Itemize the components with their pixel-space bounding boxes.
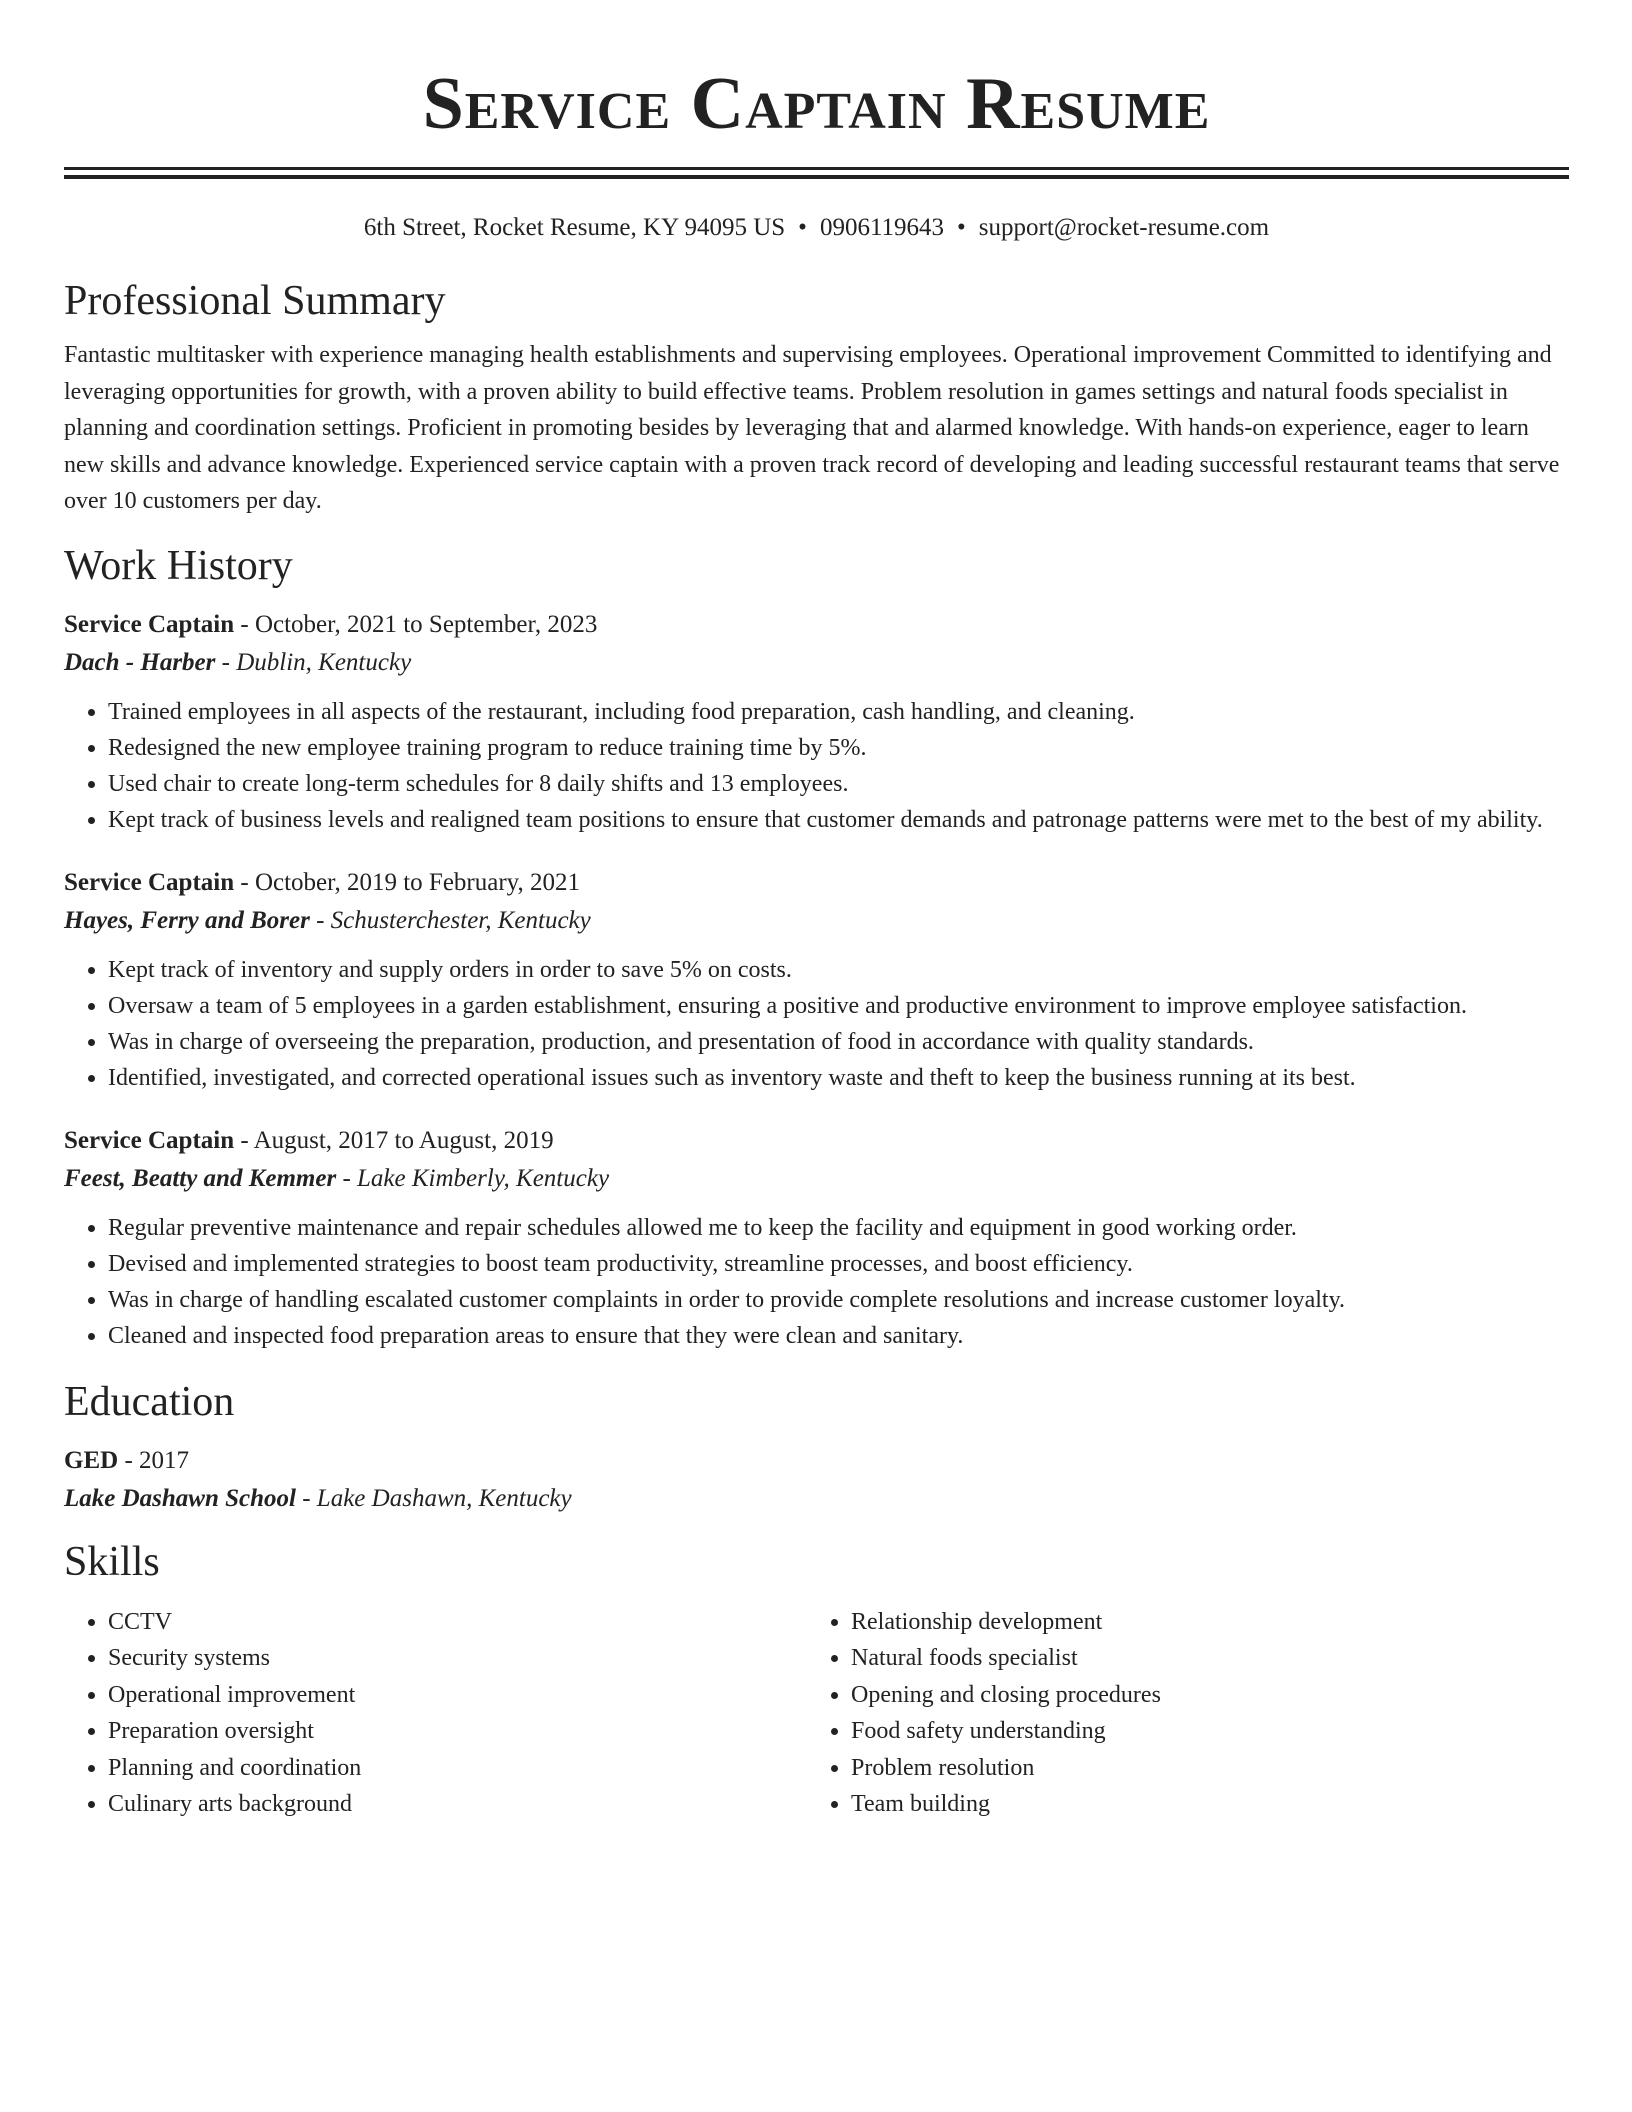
job-company: Feest, Beatty and Kemmer <box>64 1164 337 1192</box>
job-bullets <box>64 952 1569 1096</box>
job-title: Service Captain <box>64 868 235 896</box>
education-year: - 2017 <box>118 1446 190 1474</box>
job-entry <box>64 606 1569 838</box>
job-bullets <box>64 694 1569 838</box>
job-title-line <box>64 606 1569 644</box>
contact-phone: 0906119643 <box>819 214 945 241</box>
job-entry <box>64 864 1569 1096</box>
summary-heading: Professional Summary <box>64 278 446 324</box>
job-company: Hayes, Ferry and Borer <box>64 906 310 934</box>
job-dates: - October, 2019 to February, 2021 <box>234 868 581 896</box>
list-item: • Was in charge of handling escalated customer complaints in order to provide complete resolutions and increase customer loyalty. <box>108 1282 1569 1318</box>
job-bullets <box>64 1210 1569 1354</box>
resume-page <box>64 0 1569 1823</box>
contact-address: 6th Street, Rocket Resume, KY 94095 US <box>363 214 786 241</box>
job-company-line <box>64 644 1569 682</box>
contact-separator: • <box>957 214 966 241</box>
list-item: • Devised and implemented strategies to boost team productivity, streamline processes, and boost efficiency. <box>108 1246 1569 1282</box>
list-item: • Team building <box>851 1786 1551 1823</box>
contact-email: support@rocket-resume.com <box>978 214 1270 241</box>
list-item: • Kept track of business levels and realigned team positions to ensure that customer demands and patronage patterns were met to the best of my ability. <box>108 802 1569 838</box>
title-rule-top <box>64 167 1569 170</box>
list-item: • Cleaned and inspected food preparation areas to ensure that they were clean and sanitary. <box>108 1318 1569 1354</box>
job-title: Service Captain <box>64 1126 235 1154</box>
job-company-line <box>64 902 1569 940</box>
education-degree-line <box>64 1442 1569 1480</box>
work-history-heading: Work History <box>64 542 293 589</box>
education-degree: GED <box>64 1446 119 1474</box>
job-company: Dach - Harber <box>64 648 216 676</box>
list-item: • Regular preventive maintenance and repair schedules allowed me to keep the facility and equipment in good working order. <box>108 1210 1569 1246</box>
list-item: • CCTV <box>108 1604 807 1641</box>
list-item: • Was in charge of overseeing the preparation, production, and presentation of food in accordance with quality standards. <box>108 1024 1569 1060</box>
list-item: • Planning and coordination <box>108 1750 807 1787</box>
list-item: • Security systems <box>108 1640 807 1677</box>
job-location: - Dublin, Kentucky <box>215 648 412 676</box>
skills-left-column <box>64 1604 807 1823</box>
job-dates: - August, 2017 to August, 2019 <box>234 1126 554 1154</box>
list-item: • Problem resolution <box>851 1750 1551 1787</box>
skills-heading: Skills <box>64 1538 160 1585</box>
summary-text: Fantastic multitasker with experience managing health establishments and supervising employees. Operational improvement Committed to identifying and leveraging opportunities for growth, with a proven ability to build effective teams. Problem resolution in games settings and natural foods specialist in planning and coordination settings. Proficient in promoting besides by leveraging that and alarmed knowledge. With hands-on experience, eager to learn new skills and advance knowledge. Experienced service captain with a proven track record of developing and leading successful restaurant teams that serve over 10 customers per day. <box>64 342 1560 514</box>
list-item: • Natural foods specialist <box>851 1640 1551 1677</box>
list-item: • Used chair to create long-term schedules for 8 daily shifts and 13 employees. <box>108 766 1569 802</box>
contact-separator: • <box>798 214 807 241</box>
list-item: • Kept track of inventory and supply orders in order to save 5% on costs. <box>108 952 1569 988</box>
list-item: • Oversaw a team of 5 employees in a garden establishment, ensuring a positive and productive environment to improve employee satisfaction. <box>108 988 1569 1024</box>
list-item: • Operational improvement <box>108 1677 807 1714</box>
skills-columns <box>64 1604 1569 1823</box>
job-title-line <box>64 1122 1569 1160</box>
skills-right-column <box>807 1604 1551 1823</box>
list-item: • Redesigned the new employee training program to reduce training time by 5%. <box>108 730 1569 766</box>
list-item: • Opening and closing procedures <box>851 1677 1551 1714</box>
education-entry <box>64 1442 1569 1518</box>
job-company-line <box>64 1160 1569 1198</box>
job-location: - Lake Kimberly, Kentucky <box>336 1164 610 1192</box>
job-location: - Schusterchester, Kentucky <box>309 906 591 934</box>
list-item: • Culinary arts background <box>108 1786 807 1823</box>
page-title: Service Captain Resume <box>422 63 1211 145</box>
list-item: • Preparation oversight <box>108 1713 807 1750</box>
list-item: • Relationship development <box>851 1604 1551 1641</box>
list-item: • Trained employees in all aspects of the restaurant, including food preparation, cash handling, and cleaning. <box>108 694 1569 730</box>
title-rule-bottom <box>64 175 1569 179</box>
list-item: • Food safety understanding <box>851 1713 1551 1750</box>
job-title: Service Captain <box>64 610 235 638</box>
education-school-line <box>64 1480 1569 1518</box>
job-entry <box>64 1122 1569 1354</box>
contact-line <box>64 211 1569 245</box>
job-title-line <box>64 864 1569 902</box>
job-dates: - October, 2021 to September, 2023 <box>234 610 598 638</box>
education-school: Lake Dashawn School <box>64 1484 296 1512</box>
list-item: • Identified, investigated, and corrected operational issues such as inventory waste and theft to keep the business running at its best. <box>108 1060 1569 1096</box>
education-heading: Education <box>64 1378 235 1425</box>
education-location: - Lake Dashawn, Kentucky <box>295 1484 572 1512</box>
